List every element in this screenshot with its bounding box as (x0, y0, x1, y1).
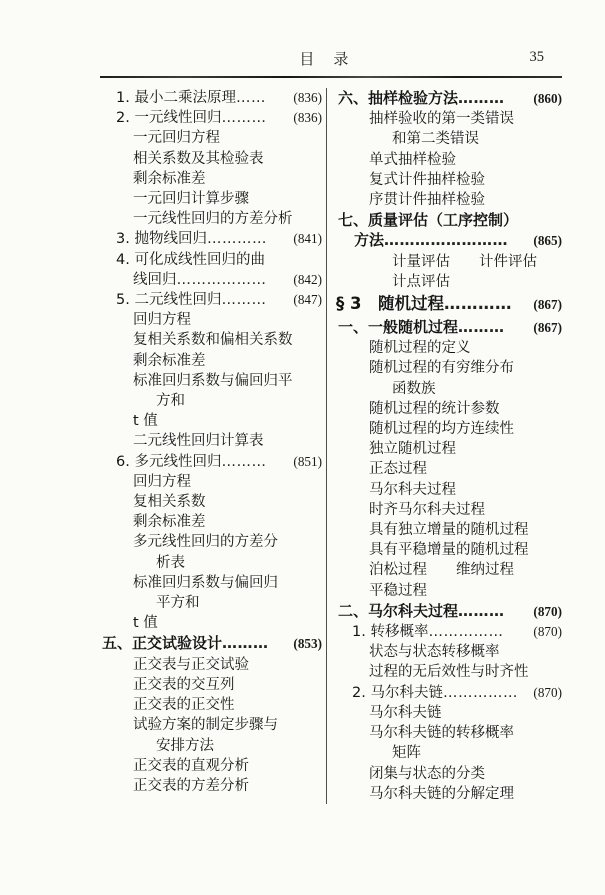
toc-entry (336, 379, 562, 399)
toc-entry (336, 292, 562, 317)
toc-entry-label: 泊松过程 维纳过程 (369, 562, 514, 579)
toc-entry-label: 马尔科夫链的转移概率 (369, 725, 514, 742)
toc-entry (336, 210, 562, 230)
toc-right-column (326, 88, 562, 804)
toc-entry-label: 安排方法 (156, 737, 214, 754)
toc-page-ref: (870) (533, 603, 562, 619)
toc-dot-leader: …………… (442, 684, 518, 701)
header-rule (100, 76, 562, 78)
toc-entry-label: 析表 (156, 554, 185, 571)
toc-entry-label: 计点评估 (392, 273, 450, 290)
toc-entry-label: 单式抽样检验 (369, 151, 456, 168)
toc-entry (336, 129, 562, 149)
toc-entry (336, 480, 562, 500)
toc-entry-label: 多元线性回归的方差分 (133, 534, 278, 551)
toc-entry (100, 655, 322, 675)
toc-entry-label: 随机过程的统计参数 (369, 400, 500, 417)
toc-page-ref: (836) (293, 110, 322, 126)
toc-entry-label: 正交表的方差分析 (133, 777, 249, 794)
toc-entry-label: 随机过程的有穷维分布 (369, 360, 514, 377)
toc-entry (336, 272, 562, 292)
toc-entry-label: 标准回归系数与偏回归平 (133, 372, 293, 389)
toc-entry-label: § 3 随机过程 (336, 294, 444, 314)
toc-entry (336, 540, 562, 560)
toc-dot-leader: …………………… (384, 231, 509, 250)
toc-entry-label: 2. 马尔科夫链 (352, 684, 443, 701)
toc-entry-label: 序贯计件抽样检验 (369, 192, 485, 209)
toc-entry-label: 剩余标准差 (133, 352, 206, 369)
toc-entry (336, 317, 562, 338)
toc-entry (336, 703, 562, 723)
toc-entry (336, 399, 562, 419)
toc-entry (100, 472, 322, 492)
toc-entry-label: 二元线性回归计算表 (133, 433, 264, 450)
toc-entry (100, 290, 322, 310)
toc-entry (100, 149, 322, 169)
toc-entry-label: 回归方程 (133, 312, 191, 329)
toc-entry (100, 736, 322, 756)
toc-entry-label: 独立随机过程 (369, 441, 456, 458)
toc-entry (100, 209, 322, 229)
toc-entry (336, 500, 562, 520)
toc-entry-label: 4. 可化成线性回归的曲 (116, 251, 265, 268)
toc-entry-label: 七、质量评估（工序控制） (338, 211, 519, 230)
toc-entry (336, 784, 562, 804)
toc-entry-label: 试验方案的制定步骤与 (133, 717, 278, 734)
toc-dot-leader: ……… (458, 89, 505, 107)
toc-entry (100, 270, 322, 290)
toc-entry (100, 189, 322, 209)
toc-page-ref: (853) (293, 636, 322, 652)
toc-entry-label: 正交表的交互列 (133, 676, 235, 693)
toc-entry-label: 一元回归计算步骤 (133, 191, 249, 208)
toc-entry (336, 560, 562, 580)
toc-entry (336, 230, 562, 251)
toc-entry (100, 512, 322, 532)
toc-dot-leader: ……………… (176, 271, 267, 288)
toc-page-ref: (842) (293, 271, 322, 287)
toc-entry-label: 随机过程的均方连续性 (369, 421, 514, 438)
toc-entry-label: 和第二类错误 (392, 131, 479, 148)
toc-entry (100, 532, 322, 552)
toc-entry-label: 具有独立增量的随机过程 (369, 522, 529, 539)
toc-entry (100, 229, 322, 249)
toc-left-column (100, 88, 326, 804)
toc-entry-label: t 值 (133, 413, 158, 430)
toc-entry (100, 492, 322, 512)
toc-entry-label: 五、正交试验设计 (102, 634, 223, 653)
toc-entry-label: 具有平稳增量的随机过程 (369, 542, 529, 559)
toc-entry-label: t 值 (133, 615, 158, 632)
toc-page-ref: (860) (533, 91, 562, 106)
toc-entry (100, 169, 322, 189)
toc-entry (336, 601, 562, 622)
toc-page-ref: (870) (533, 624, 562, 640)
toc-entry-label: 正交表的正交性 (133, 697, 235, 714)
toc-entry (336, 723, 562, 743)
toc-dot-leader: ……… (458, 601, 505, 620)
toc-entry (100, 411, 322, 431)
toc-page-ref: (847) (293, 292, 322, 308)
toc-dot-leader: ……… (222, 634, 269, 653)
page-header (100, 48, 562, 70)
toc-entry (100, 371, 322, 391)
toc-entry-label: 5. 二元线性回归 (116, 292, 222, 309)
toc-entry-label: 平稳过程 (369, 582, 427, 599)
toc-entry-label: 二、马尔科夫过程 (338, 601, 459, 620)
toc-entry-label: 剩余标准差 (133, 170, 206, 187)
toc-entry (336, 520, 562, 540)
toc-page-ref: (836) (293, 90, 322, 105)
toc-entry-label: 函数族 (392, 380, 436, 397)
toc-entry-label: 复相关系数 (133, 494, 206, 511)
toc-dot-leader: ………… (443, 294, 512, 314)
toc-entry (336, 190, 562, 210)
toc-entry (336, 743, 562, 763)
toc-entry (336, 642, 562, 662)
toc-columns (100, 88, 562, 804)
toc-entry-label: 复相关系数和偏相关系数 (133, 332, 293, 349)
toc-entry (336, 662, 562, 682)
page-title: 目 录 (299, 50, 351, 68)
toc-entry (336, 622, 562, 642)
toc-entry (100, 128, 322, 148)
toc-entry-label: 时齐马尔科夫过程 (369, 501, 485, 518)
toc-entry-label: 3. 抛物线回归 (116, 231, 207, 248)
toc-dot-leader: ……… (458, 318, 505, 337)
toc-entry-label: 方和 (156, 393, 185, 410)
toc-entry-label: 矩阵 (392, 745, 421, 762)
toc-dot-leader: ……… (221, 110, 267, 127)
toc-entry (100, 88, 322, 108)
toc-entry (100, 633, 322, 654)
toc-entry-label: 马尔科夫过程 (369, 481, 456, 498)
toc-entry (100, 613, 322, 633)
toc-entry-label: 抽样验收的第一类错误 (369, 111, 514, 128)
toc-entry-label: 马尔科夫链 (369, 704, 442, 721)
toc-entry (336, 439, 562, 459)
toc-entry-label: 2. 一元线性回归 (116, 110, 222, 127)
toc-entry-label: 相关系数及其检验表 (133, 150, 264, 167)
toc-entry (100, 391, 322, 411)
toc-entry (100, 573, 322, 593)
toc-entry-label: 线回归 (133, 271, 177, 288)
toc-dot-leader: ……… (221, 453, 267, 470)
toc-entry (336, 88, 562, 109)
toc-entry (100, 351, 322, 371)
toc-entry (100, 593, 322, 613)
toc-entry-label: 正交表的直观分析 (133, 757, 249, 774)
toc-entry (336, 683, 562, 703)
toc-entry-label: 平方和 (156, 595, 200, 612)
toc-entry-label: 计量评估 计件评估 (392, 253, 537, 270)
toc-entry-label: 6. 多元线性回归 (116, 453, 222, 470)
toc-entry-label: 马尔科夫链的分解定理 (369, 785, 514, 802)
toc-entry (100, 452, 322, 472)
toc-page-ref: (865) (533, 233, 562, 249)
toc-dot-leader: …… (235, 90, 266, 106)
toc-entry-label: 回归方程 (133, 473, 191, 490)
toc-entry-label: 正态过程 (369, 461, 427, 478)
toc-entry (336, 419, 562, 439)
toc-entry-label: 随机过程的定义 (369, 340, 471, 357)
toc-entry (336, 338, 562, 358)
toc-entry-label: 一元线性回归的方差分析 (133, 211, 293, 228)
toc-entry (336, 252, 562, 272)
toc-entry-label: 复式计件抽样检验 (369, 171, 485, 188)
page-number: 35 (529, 49, 544, 65)
toc-page-ref: (851) (293, 453, 322, 469)
toc-entry-label: 一元回归方程 (133, 130, 220, 147)
toc-dot-leader: …………… (428, 624, 504, 641)
toc-entry (336, 581, 562, 601)
toc-entry (100, 756, 322, 776)
toc-entry (100, 250, 322, 270)
toc-page-ref: (841) (293, 231, 322, 247)
toc-entry (336, 764, 562, 784)
toc-entry (100, 108, 322, 128)
toc-entry (336, 358, 562, 378)
toc-entry (100, 776, 322, 796)
toc-entry (336, 109, 562, 129)
toc-entry (336, 150, 562, 170)
toc-entry (100, 310, 322, 330)
toc-entry (100, 695, 322, 715)
toc-page-ref: (870) (533, 684, 562, 700)
toc-entry (100, 715, 322, 735)
toc-entry-label: 六、抽样检验方法 (338, 89, 459, 107)
toc-entry (100, 431, 322, 451)
toc-entry-label: 1. 最小二乘法原理 (116, 90, 236, 106)
toc-dot-leader: ………… (206, 231, 267, 248)
toc-entry-label: 过程的无后效性与时齐性 (369, 664, 529, 681)
toc-dot-leader: ……… (221, 292, 267, 309)
toc-entry-label: 一、一般随机过程 (338, 318, 459, 337)
toc-page-ref: (867) (533, 320, 562, 336)
toc-page-ref: (867) (533, 297, 562, 313)
toc-entry (100, 675, 322, 695)
toc-entry-label: 标准回归系数与偏回归 (133, 574, 278, 591)
toc-entry-label: 闭集与状态的分类 (369, 765, 485, 782)
toc-entry-label: 正交表与正交试验 (133, 656, 249, 673)
toc-entry (336, 170, 562, 190)
toc-entry-label: 方法 (354, 231, 385, 250)
toc-entry-label: 状态与状态转移概率 (369, 644, 500, 661)
toc-entry-label: 1. 转移概率 (352, 624, 429, 641)
toc-entry (336, 459, 562, 479)
toc-entry (100, 330, 322, 350)
toc-entry (100, 553, 322, 573)
toc-entry-label: 剩余标准差 (133, 514, 206, 531)
